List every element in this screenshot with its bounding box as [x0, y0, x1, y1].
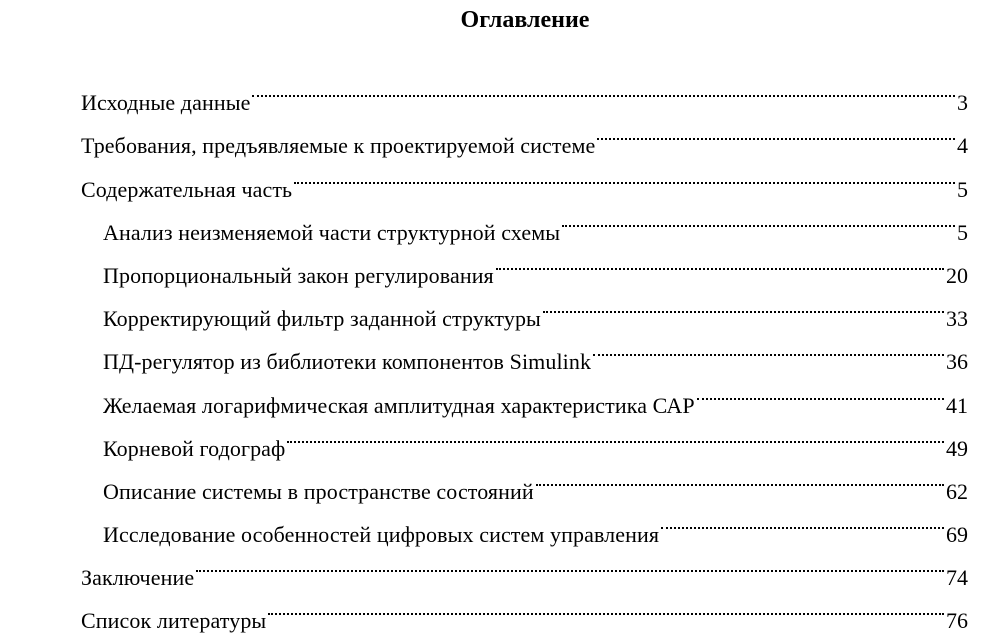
toc-entry-text: Пропорциональный закон регулирования: [103, 262, 494, 288]
toc-entry-text: Анализ неизменяемой части структурной схемы: [103, 219, 561, 245]
toc-entry[interactable]: [0, 67, 968, 116]
toc-page-number: 76: [946, 608, 968, 634]
toc-page-number: 49: [946, 435, 968, 461]
toc-dot-leader: [593, 326, 944, 369]
toc-page-number: 41: [946, 392, 968, 418]
toc-dot-leader: [562, 197, 955, 240]
toc-list: [0, 67, 1000, 634]
toc-dot-leader: [496, 240, 944, 283]
toc-page-number: 4: [957, 133, 968, 159]
toc-page-number: 5: [957, 219, 968, 245]
toc-dot-leader: [661, 499, 944, 542]
toc-entry[interactable]: [0, 110, 968, 159]
toc-page-number: 69: [946, 522, 968, 548]
toc-entry[interactable]: [0, 542, 968, 591]
toc-entry-text: Исходные данные: [81, 90, 251, 116]
toc-subentry[interactable]: [0, 326, 968, 375]
toc-entry-text: Содержательная часть: [81, 176, 293, 202]
toc-subentry[interactable]: [0, 283, 968, 332]
toc-dot-leader: [543, 283, 944, 326]
toc-subentry[interactable]: [0, 456, 968, 504]
toc-page-number: 20: [946, 262, 968, 288]
toc-entry-text: ПД-регулятор из библиотеки компонентов Simulink: [103, 349, 592, 375]
toc-entry-text: Желаемая логарифмическая амплитудная характеристика САР: [103, 392, 695, 418]
toc-subentry[interactable]: [0, 369, 968, 418]
toc-dot-leader: [597, 110, 955, 153]
toc-page-number: 62: [946, 478, 968, 504]
toc-subentry[interactable]: [0, 240, 968, 288]
toc-entry-text: Описание системы в пространстве состояний: [103, 478, 534, 504]
toc-dot-leader: [697, 369, 944, 412]
toc-dot-leader: [536, 456, 944, 499]
toc-subentry[interactable]: [0, 499, 968, 548]
toc-subentry[interactable]: [0, 197, 968, 245]
toc-entry-text: Заключение: [81, 565, 195, 591]
toc-entry-text: Требования, предъявляемые к проектируемой системе: [81, 133, 596, 159]
toc-dot-leader: [268, 585, 944, 628]
toc-dot-leader: [287, 413, 944, 456]
toc-page-number: 36: [946, 349, 968, 375]
toc-dot-leader: [196, 542, 944, 585]
toc-page-number: 3: [957, 90, 968, 116]
toc-entry-text: Исследование особенностей цифровых систем управления: [103, 522, 660, 548]
toc-page-number: 5: [957, 176, 968, 202]
toc-entry-text: Список литературы: [81, 608, 267, 634]
toc-page-number: 74: [946, 565, 968, 591]
toc-title: Оглавление: [460, 7, 590, 33]
toc-dot-leader: [294, 153, 955, 196]
toc-page-number: 33: [946, 306, 968, 332]
toc-entry[interactable]: [0, 585, 968, 634]
toc-entry-text: Корректирующий фильтр заданной структуры: [103, 306, 541, 332]
toc-dot-leader: [252, 67, 955, 110]
toc-subentry[interactable]: [0, 413, 968, 461]
toc-entry-text: Корневой годограф: [103, 435, 286, 461]
toc-entry[interactable]: [0, 153, 968, 202]
